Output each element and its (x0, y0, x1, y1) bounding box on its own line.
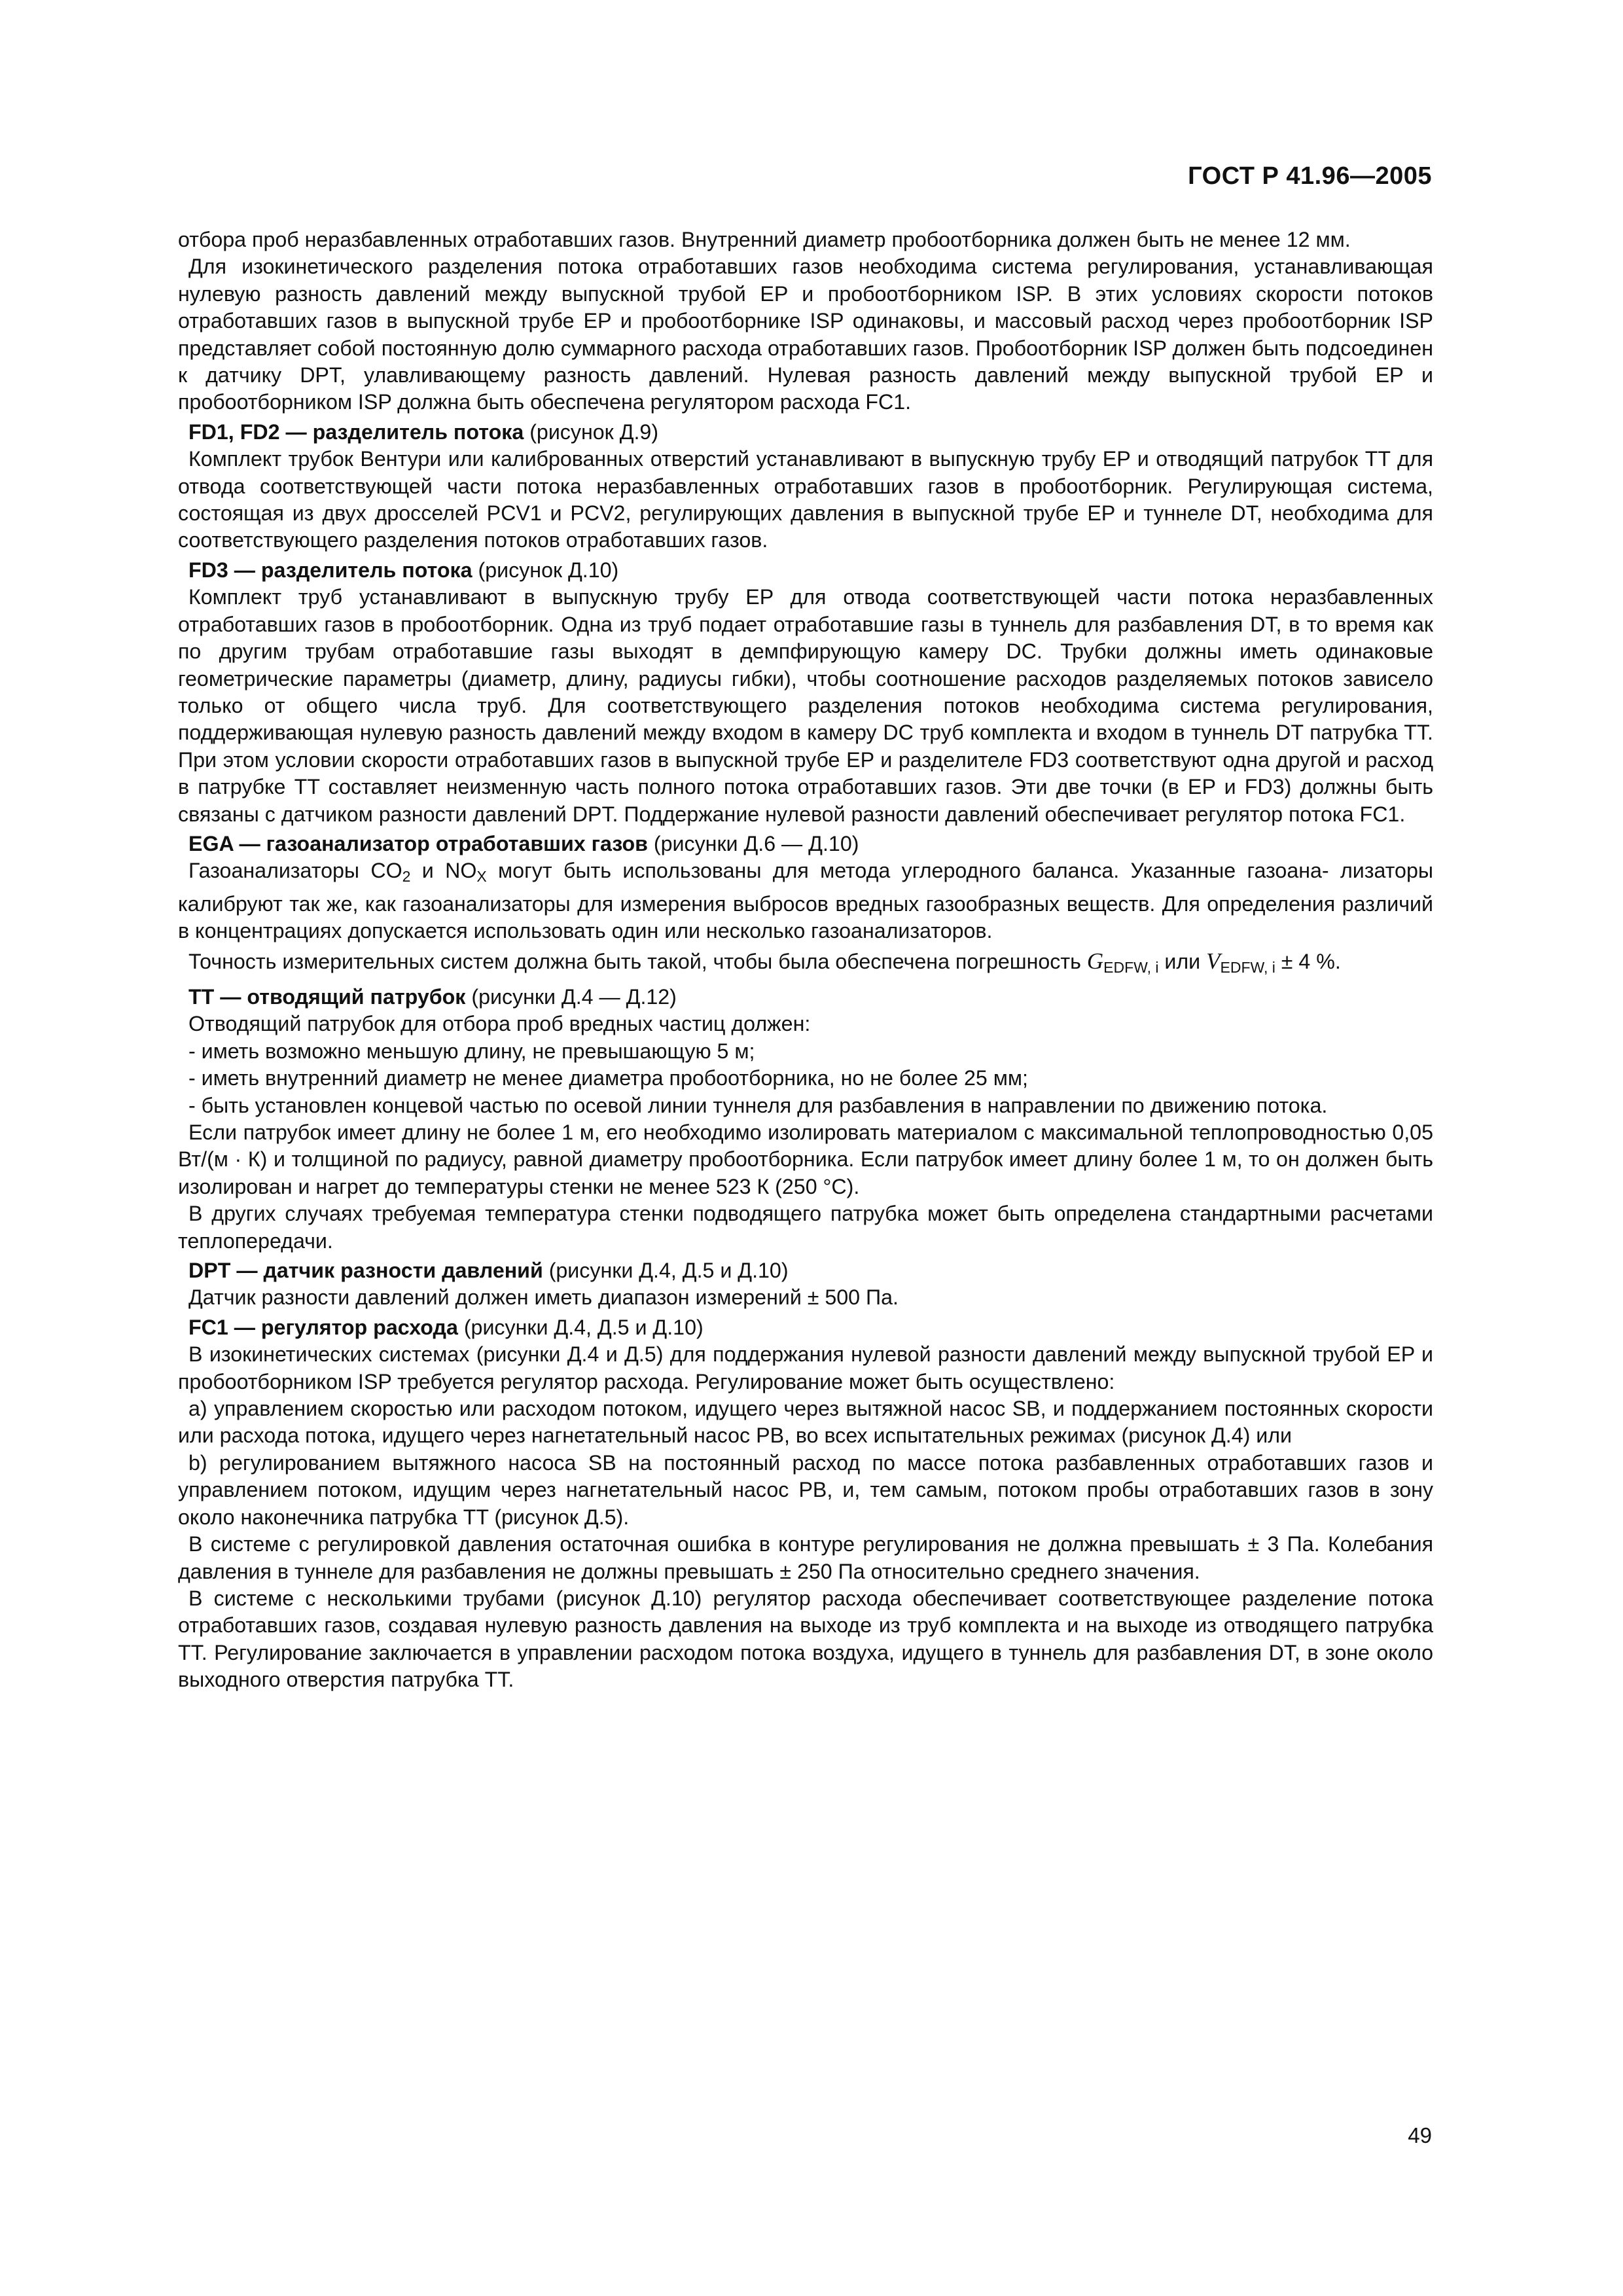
page-body (178, 226, 1433, 1694)
section-heading-tt (178, 984, 1433, 1011)
heading-ref: (рисунки Д.4 — Д.12) (471, 984, 677, 1009)
section-heading-ega (178, 831, 1433, 857)
page-number: 49 (1408, 2123, 1432, 2147)
heading-label: EGA — газоанализатор отработавших газов (188, 831, 648, 855)
heading-label: FD3 — разделитель потока (188, 558, 473, 582)
paragraph: В других случаях требуемая температура стенки подводящего патрубка может быть определена стандартными расчетами теплопередачи. (178, 1202, 1433, 1253)
ega-text: и NO (410, 859, 477, 883)
subscript: EDFW, i (1103, 958, 1159, 976)
paragraph: Для изокинетического разделения потока отработавших газов необходима система регулирования, устанавливающая нулевую разность давлений между выпускной трубой EP и пробоотборником ISP. В этих условиях скорости потоков отработавших газов в выпускной трубе EP и пробоотборнике ISP одинаковы, и массовый расход через пробоотборник ISP представляет собой постоянную долю суммарного расхода отработавших газов. Пробоотборник ISP должен быть подсоединен к датчику DPT, улавливающему разность давлений. Нулевая разность давлений между выпускной трубой EP и пробоотборником ISP должна быть обеспечена регулятором расхода FC1. (178, 255, 1433, 414)
list-item: - иметь внутренний диаметр не менее диаметра пробоотборника, но не более 25 мм; (188, 1066, 1028, 1090)
list-item: - быть установлен концевой частью по осевой линии туннеля для разбавления в направлении по движению потока. (188, 1093, 1328, 1117)
paragraph: В системе с регулировкой давления остаточная ошибка в контуре регулирования не должна превышать ± 3 Па. Колебания давления в туннеле для разбавления не должны превышать ± 250 Па относительно среднего значения. (178, 1532, 1433, 1583)
subscript: 2 (402, 868, 411, 886)
heading-label: TT — отводящий патрубок (188, 984, 466, 1009)
section-heading-fd1-fd2 (178, 419, 1433, 446)
section-heading-fd3 (178, 557, 1433, 584)
heading-ref: (рисунки Д.4, Д.5 и Д.10) (548, 1259, 789, 1283)
math-symbol: G (1086, 948, 1104, 974)
accuracy-text: или (1158, 949, 1201, 973)
heading-ref: (рисунки Д.4, Д.5 и Д.10) (463, 1315, 704, 1339)
paragraph (178, 857, 1433, 944)
accuracy-text: ± 4 %. (1275, 949, 1341, 973)
paragraph-accuracy (178, 948, 1433, 981)
list-item: a) управлением скоростью или расходом потоком, идущего через вытяжной насос SB, и поддержанием постоянных скорости или расхода потока, идущего через нагнетательный насос PB, во всех испытательных режимах (рисунок Д.4) или (178, 1397, 1433, 1448)
section-heading-fc1 (178, 1314, 1433, 1341)
heading-label: FD1, FD2 — разделитель потока (188, 420, 524, 444)
paragraph: отбора проб неразбавленных отработавших газов. Внутренний диаметр пробоотборника должен быть не менее 12 мм. (178, 228, 1351, 251)
subscript: EDFW, i (1220, 958, 1275, 976)
accuracy-text: Точность измерительных систем должна быть такой, чтобы была обеспечена погрешность (188, 949, 1087, 973)
heading-label: DPT — датчик разности давлений (188, 1259, 543, 1283)
heading-ref: (рисунок Д.9) (529, 420, 659, 444)
paragraph: В системе с несколькими трубами (рисунок Д.10) регулятор расхода обеспечивает соответствующее разделение потока отработавших газов, создавая нулевую разность давления на выходе из труб комплекта и на выходе из отводящего патрубка TT. Регулирование заключается в управлении расходом потока воздуха, идущего в туннель для разбавления DT, в зоне около выходного отверстия патрубка TT. (178, 1586, 1433, 1692)
ega-text: Газоанализаторы CO (188, 859, 402, 883)
heading-ref: (рисунок Д.10) (478, 558, 619, 582)
section-heading-dpt (178, 1257, 1433, 1284)
ega-text: лизаторы калибруют так же, как газоанализаторы для измерения выбросов вредных газообразных веществ. Для определения различий в концентрациях допускается использовать один или несколько газоанализаторов. (178, 859, 1433, 943)
list-item: - иметь возможно меньшую длину, не превышающую 5 м; (188, 1039, 755, 1063)
standard-header: ГОСТ Р 41.96—2005 (1188, 162, 1432, 190)
paragraph: Отводящий патрубок для отбора проб вредных частиц должен: (188, 1012, 811, 1036)
subscript: X (476, 868, 487, 886)
ega-text: могут быть использованы для метода углеродного баланса. Указанные газоана- (486, 859, 1329, 883)
paragraph: Если патрубок имеет длину не более 1 м, его необходимо изолировать материалом с максимальной теплопроводностью 0,05 Вт/(м · К) и толщиной по радиусу, равной диаметру пробоотборника. Если патрубок имеет длину более 1 м, то он должен быть изолирован и нагрет до температуры стенки не менее 523 К (250 °С). (178, 1121, 1433, 1198)
heading-ref: (рисунки Д.6 — Д.10) (653, 831, 859, 855)
paragraph: В изокинетических системах (рисунки Д.4 и Д.5) для поддержания нулевой разности давлений между выпускной трубой EP и пробоотборником ISP требуется регулятор расхода. Регулирование может быть осуществлено: (178, 1342, 1433, 1393)
paragraph: Комплект труб устанавливают в выпускную трубу EP для отвода соответствующей части потока неразбавленных отработавших газов в пробоотборник. Одна из труб подает отработавшие газы в туннель для разбавления DT, в то время как по другим трубам отработавшие газы выходят в демпфирующую камеру DC. Трубки должны иметь одинаковые геометрические параметры (диаметр, длину, радиусы гибки), чтобы соотношение расходов разделяемых потоков зависело только от общего числа труб. Для соответствующего разделения потоков необходима система регулирования, поддерживающая нулевую разность давлений между входом в камеру DC труб комплекта и входом в туннель DT патрубка TT. При этом условии скорости отработавших газов в выпускной трубе EP и разделителе FD3 соответствуют одна другой и расход в патрубке TT составляет неизменную часть полного потока отработавших газов. Эти две точки (в EP и FD3) должны быть связаны с датчиком разности давлений DPT. Поддержание нулевой разности давлений обеспечивает регулятор потока FC1. (178, 585, 1433, 826)
paragraph: Датчик разности давлений должен иметь диапазон измерений ± 500 Па. (188, 1285, 899, 1310)
math-symbol: V (1206, 948, 1221, 974)
heading-label: FC1 — регулятор расхода (188, 1315, 458, 1339)
paragraph: Комплект трубок Вентури или калиброванных отверстий устанавливают в выпускную трубу EP и отводящий патрубок TT для отвода соответствующей части потока неразбавленных отработавших газов в пробоотборник. Регулирующая система, состоящая из двух дросселей PCV1 и PCV2, регулирующих давления в выпускной трубе EP и туннеле DT, необходима для соответствующего разделения потоков отработавших газов. (178, 447, 1433, 552)
list-item: b) регулированием вытяжного насоса SB на постоянный расход по массе потока разбавленных отработавших газов и управлением потоком, идущим через нагнетательный насос PB, и, тем самым, потоком пробы отработавших газов в зону около наконечника патрубка TT (рисунок Д.5). (178, 1450, 1433, 1529)
